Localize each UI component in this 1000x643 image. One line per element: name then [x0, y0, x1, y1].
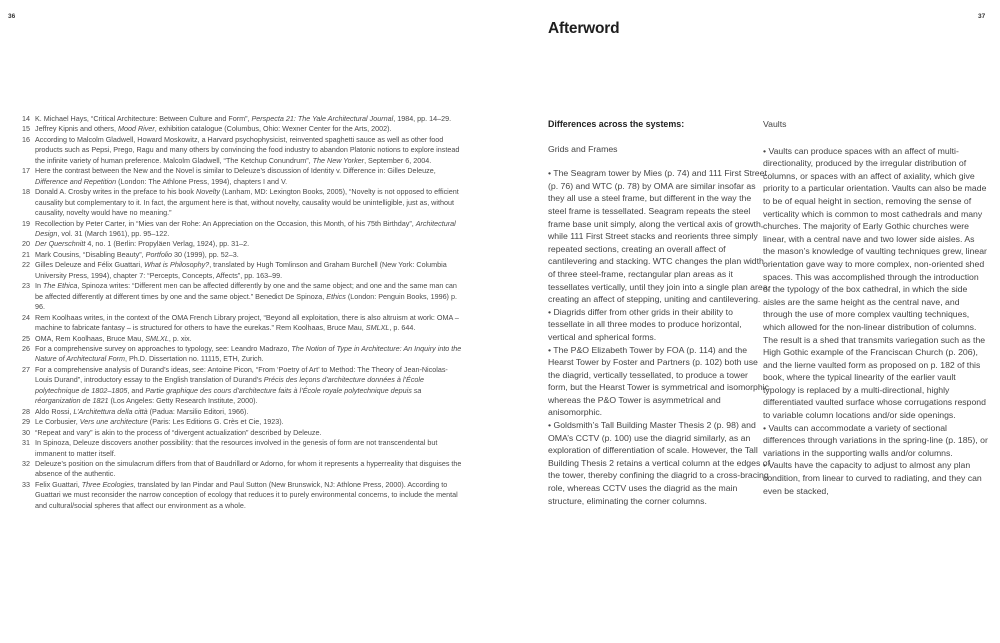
endnote-item — [22, 428, 462, 438]
paragraph: • Diagrids differ from other grids in their ability to tessellate in all three modes to produce horizontal, vertical and spherical forms. — [548, 306, 742, 342]
paragraph: • Vaults have the capacity to adjust to almost any plan condition, from linear to curved to radiating, and they can even be stacked, — [763, 460, 982, 496]
subheading-vaults: Vaults — [763, 119, 787, 129]
endnote-item — [22, 334, 462, 344]
endnote-number: 27 — [22, 364, 30, 374]
endnote-item — [22, 344, 462, 365]
endnote-text: Le Corbusier, Vers une architecture (Paris: Les Editions G. Crès et Cie, 1923). — [35, 417, 284, 427]
endnote-item — [22, 187, 462, 218]
endnote-text: Rem Koolhaas writes, in the context of the OMA French Library project, “Beyond all exploitation, there is also altruism at work: OMA – machine to fabricate fantasy – is structured for others to have the eurekas.” Rem Koolhaas, Bruce Mau, SMLXL, p. 644. — [35, 312, 459, 333]
endnote-number: 18 — [22, 187, 30, 197]
endnote-number: 15 — [22, 124, 30, 134]
endnote-item — [22, 260, 462, 281]
endnote-text: Deleuze’s position on the simulacrum differs from that of Baudrillard or Adorno, for whom it represents a hyperreality that disguises the absence of the authentic. — [35, 458, 462, 479]
endnote-text: Jeffrey Kipnis and others, Mood River, exhibition catalogue (Columbus, Ohio: Wexner Center for the Arts, 2002). — [35, 124, 392, 134]
endnote-number: 23 — [22, 281, 30, 291]
page-title: Afterword — [548, 20, 620, 37]
endnote-text: Aldo Rossi, L’Architettura della città (Padua: Marsilio Editori, 1966). — [35, 406, 249, 416]
endnote-number: 20 — [22, 239, 30, 249]
endnote-number: 17 — [22, 166, 30, 176]
endnote-number: 24 — [22, 312, 30, 322]
endnote-number: 19 — [22, 218, 30, 228]
endnote-text: K. Michael Hays, “Critical Architecture: Between Culture and Form”, Perspecta 21: The Yale Architectural Journal, 1984, pp. 14–29. — [35, 114, 452, 123]
paragraph: • Goldsmith’s Tall Building Master Thesis 2 (p. 98) and OMA’s CCTV (p. 100) use the diagrid similarly, as an exploration of differentiation of scale. However, the Tall Building Thesis 2 retains a vertical column at the edges of the tower, thereby confining the diagrid to a cross-bracing role, whereas CCTV uses the diagrid as the main structure, eliminating the corner columns. — [548, 420, 770, 506]
endnote-text: Mark Cousins, “Disabling Beauty”, Portfolio 30 (1999), pp. 52–3. — [35, 249, 239, 259]
endnote-item — [22, 135, 462, 166]
page-number-right: 37 — [978, 13, 986, 20]
endnote-number: 21 — [22, 249, 30, 259]
endnote-text: In Spinoza, Deleuze discovers another possibility: that the resources involved in the genesis of form are not transcendental but immanent to matter itself. — [35, 438, 438, 458]
paragraph: • The P&O Elizabeth Tower by FOA (p. 114) and the Hearst Tower by Foster and Partners (p. 102) both use the diagrid, vertically tessellated, to produce a tower form, but the Hearst Tower is symmetrical and isomorphic whereas the P&O Tower is asymmetrical and anisomorphic. — [548, 344, 769, 418]
endnote-text: Recollection by Peter Carter, in “Mies van der Rohe: An Appreciation on the Occasion, this Month, of his 75th Birthday”, Architectural Design, vol. 31 (March 1961), pp. 95–122. — [35, 218, 456, 238]
endnote-text: Der Querschnitt 4, no. 1 (Berlin: Propyläen Verlag, 1924), pp. 31–2. — [35, 239, 250, 249]
endnote-number: 16 — [22, 134, 30, 144]
endnote-item — [22, 114, 462, 124]
section-heading: Differences across the systems: — [548, 119, 685, 129]
endnote-item — [22, 438, 462, 459]
endnote-text: Felix Guattari, Three Ecologies, translated by Ian Pindar and Paul Sutton (New Brunswick, NJ: Athlone Press, 2000). According to Guattari we must reconsider the narrow conception of ecology that reduces it to purely environmental concerns, to include the mental and cultural/social spheres that affect our environment as a whole. — [35, 479, 458, 510]
endnote-text: Donald A. Crosby writes in the preface to his book Novelty (Lanham, MD: Lexington Books, 2005), “Novelty is not opposed to efficient causality but complementary to it. In fact, the argument here is that, without novelty, causality would be unintelligible, just as, without causality, novelty would have no meaning.” — [35, 187, 459, 218]
endnote-number: 32 — [22, 458, 30, 468]
endnote-item — [22, 281, 462, 312]
endnote-text: OMA, Rem Koolhaas, Bruce Mau, SMLXL, p. xix. — [35, 333, 192, 343]
endnotes — [22, 114, 462, 511]
endnote-item — [22, 313, 462, 334]
endnote-number: 30 — [22, 427, 30, 437]
endnote-number: 14 — [22, 114, 30, 123]
endnote-text: “Repeat and vary” is akin to the process of “divergent actualization” described by Deleuze. — [35, 427, 322, 437]
endnote-item — [22, 219, 462, 240]
endnote-text: Here the contrast between the New and the Novel is similar to Deleuze’s discussion of Identity v. Difference in: Gilles Deleuze, Difference and Repetition (London: The Athlone Press, 1994), chapters I and V. — [35, 166, 436, 186]
endnote-item — [22, 365, 462, 407]
paragraph: • The Seagram tower by Mies (p. 74) and 111 First Street (p. 76) and WTC (p. 78) by OMA are similar insofar as they all use a steel frame, but different in the way the steel frame is tessellated. Seagram repeats the steel frame base unit simply, along the vertical axis of growth, while 111 First Street stacks and reorients three simply repeated sections, creating an overall affect of cantilevering and stacking. WTC changes the plan width of three steel-frame, rectangular plan areas as it tessellates vertically, until they join into a single plan area, creating an affect of stepping, uniting and cantilevering. — [548, 168, 770, 305]
endnote-item — [22, 166, 462, 187]
endnote-item — [22, 250, 462, 260]
endnote-number: 25 — [22, 333, 30, 343]
endnote-text: Gilles Deleuze and Félix Guattari, What is Philosophy?, translated by Hugh Tomlinson and Graham Burchell (New York: Columbia University Press, 1994), chapter 7: “Percepts, Concepts, Affects”, pp. 163–99. — [35, 260, 447, 280]
endnote-item — [22, 459, 462, 480]
endnote-item — [22, 417, 462, 427]
endnote-text: For a comprehensive survey on approaches to typology, see: Leandro Madrazo, The Notion of Type in Architecture: An Inquiry into the Nature of Architectural Form, Ph.D. Dissertation no. 11115, ETH, Zurich. — [35, 343, 462, 364]
endnote-item — [22, 480, 462, 511]
endnote-number: 28 — [22, 406, 30, 416]
endnote-number: 22 — [22, 260, 30, 270]
endnote-number: 31 — [22, 438, 30, 448]
endnote-number: 29 — [22, 417, 30, 427]
subheading-grids-frames: Grids and Frames — [548, 143, 618, 154]
endnote-number: 33 — [22, 479, 30, 489]
endnote-item — [22, 407, 462, 417]
paragraph: • Vaults can accommodate a variety of sectional differences through variations in the spring-line (p. 185), or variations in the supporting walls and/or columns. — [763, 422, 988, 458]
endnote-number: 26 — [22, 343, 30, 353]
endnote-text: According to Malcolm Gladwell, Howard Moskowitz, a Harvard psychophysicist, reinvented spaghetti sauce as well as other food products such as Pepsi, Prego, Ragu and many others by convincing the food industry to abandon Platonic notions to explore instead the infinite variety of human preference. Malcolm Gladwell, “The Ketchup Conundrum”, The New Yorker, September 6, 2004. — [35, 134, 460, 165]
endnote-text: In The Ethica, Spinoza writes: “Different men can be affected differently by one and the same object; and one and the same man can be affected differently at different times by one and the same object.” Benedict De Spinoza, Ethics (London: Penguin Books, 1996) p. 96. — [35, 281, 457, 312]
paragraph: • Vaults can produce spaces with an affect of multi-directionality, produced by the irregular distribution of columns, or spaces with an affect of axiality, which give priority to a particular orientation. Vaults can also be made to be of equal height in section, removing the sense of verticality which is common to most cathedrals and many churches. The majority of Early Gothic churches were linear, with a central nave and two lower side aisles. As the mason’s knowledge of vaulting techniques grew, linear orientation gave way to more complex, non-oriented shed spaces. This was accomplished through the introduction of the typology of the box cathedral, in which the side aisles are the same height as the central nave, and through the use of more complex vaulting techniques, which allowed for the non-linear distribution of columns. The result is a shed that transmits variegation such as the High Gothic example of the Franciscan Church (p. 206), and the lierne vaulted form as proposed on p. 182 of this book, where the typical linearity of the earlier vault typology is replaced by a multi-directional, highly differentiated vaulted surface whose corrugations respond to variable column locations and/or side openings. — [763, 145, 987, 421]
endnote-item — [22, 239, 462, 249]
endnote-item — [22, 124, 462, 134]
page-number-left: 36 — [8, 13, 16, 20]
body-column-1 — [548, 114, 770, 507]
endnote-text: For a comprehensive analysis of Durand’s ideas, see: Antoine Picon, “From ‘Poetry of Art’ to Method: The Theory of Jean-Nicolas-Louis Durand”, introductory essay to the English translation of Durand’s Précis des leçons d’architecture données à l’École polytechnique de 1802–1805, and Partie graphique des cours d’architecture faits à l’École royale polytechnique depuis sa réorganization de 1821 (Los Angeles: Getty Research Institute, 2000). — [35, 364, 448, 406]
body-column-2 — [763, 114, 988, 497]
